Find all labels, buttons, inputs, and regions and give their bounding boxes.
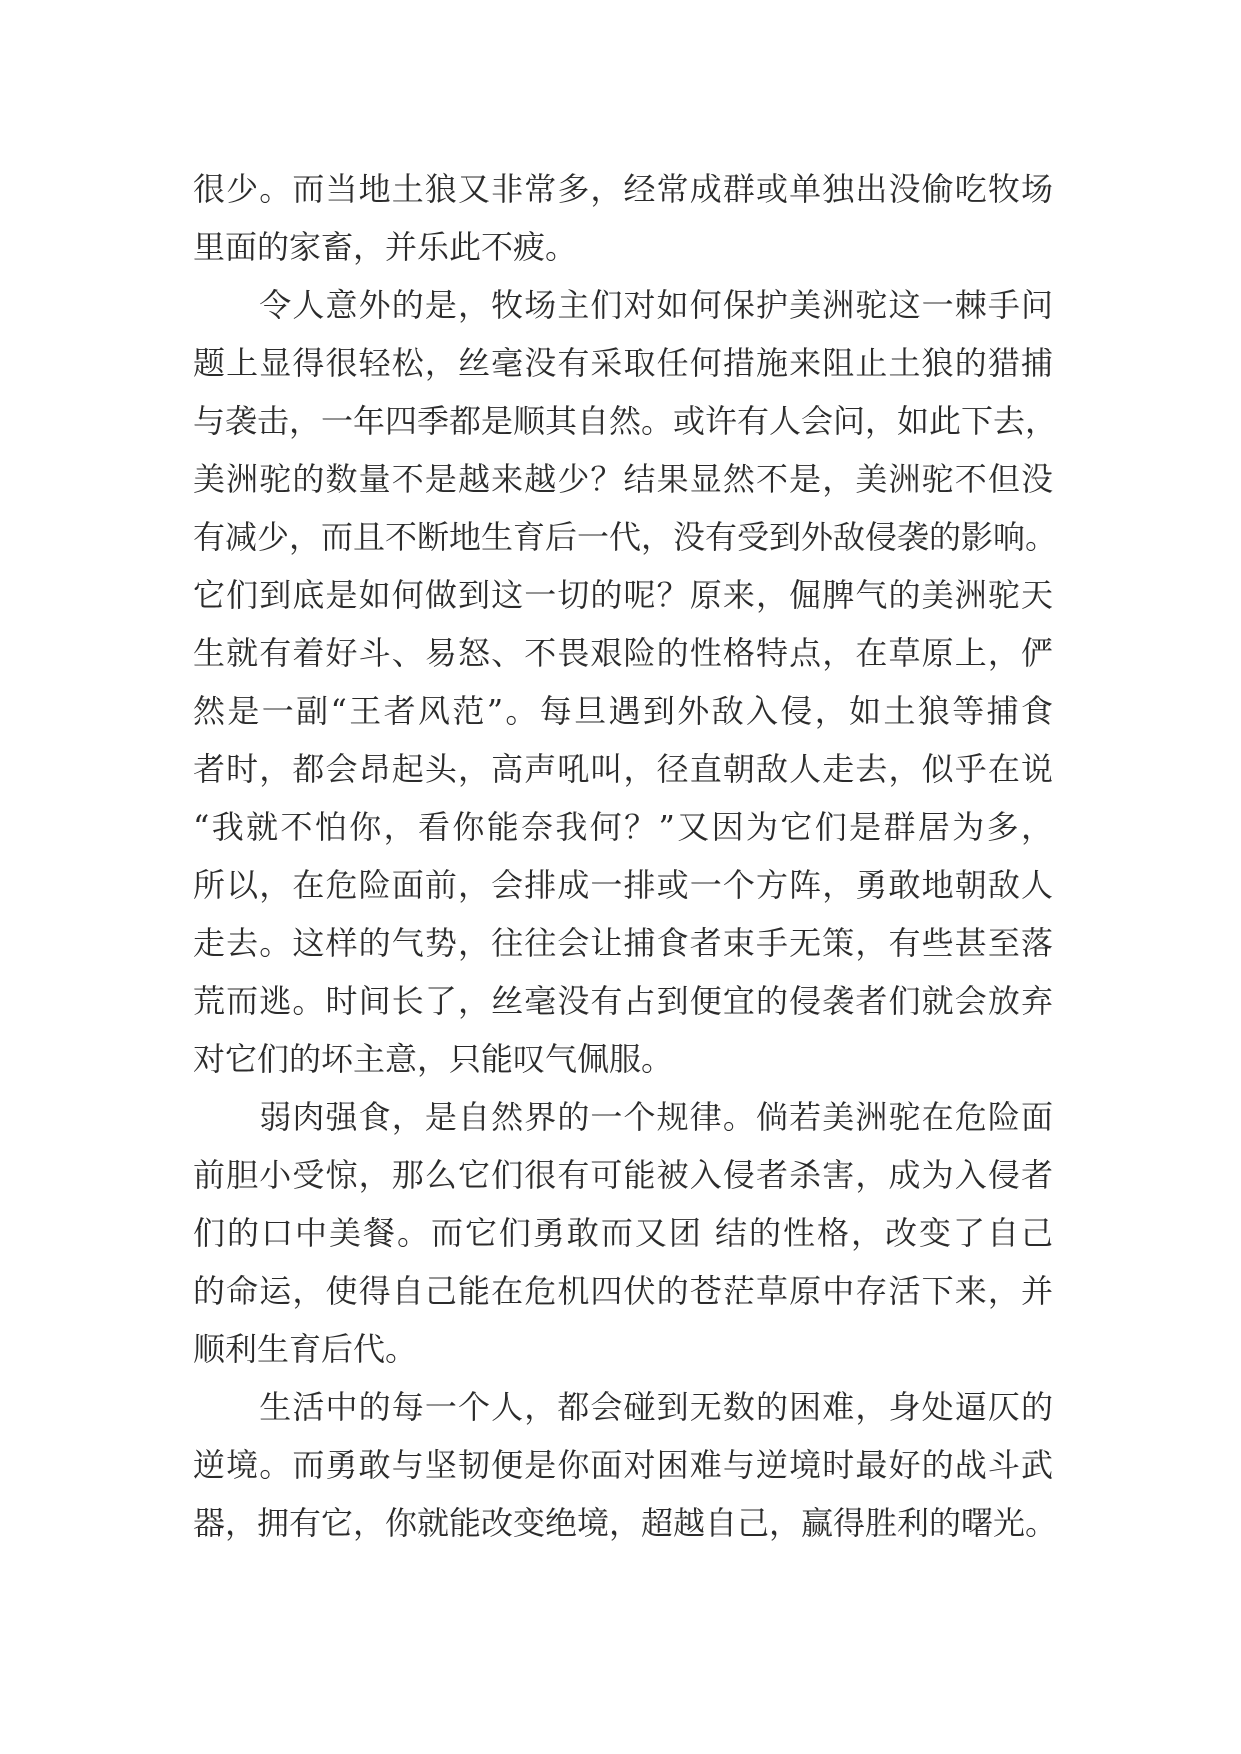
text-line: 顺利生育后代。 [193, 1330, 418, 1368]
text-line: 所以，在危险面前，会排成一排或一个方阵，勇敢地朝敌人 [193, 866, 1053, 904]
text-line: 然是一副“王者风范”。每旦遇到外敌入侵，如土狼等捕食 [193, 692, 1053, 730]
text-line: 美洲驼的数量不是越来越少？结果显然不是，美洲驼不但没 [193, 460, 1053, 498]
text-line: 者时，都会昂起头，高声吼叫，径直朝敌人走去，似乎在说 [193, 750, 1053, 788]
text-line: 与袭击，一年四季都是顺其自然。或许有人会问，如此下去， [193, 402, 1058, 440]
text-line: 有减少，而且不断地生育后一代，没有受到外敌侵袭的影响。 [193, 518, 1058, 556]
text-line: 走去。这样的气势，往往会让捕食者束手无策，有些甚至落 [193, 924, 1053, 962]
text-line: 题上显得很轻松，丝毫没有采取任何措施来阻止土狼的猎捕 [193, 344, 1053, 382]
text-line: 弱肉强食，是自然界的一个规律。倘若美洲驼在危险面 [193, 1098, 1053, 1136]
text-line: 令人意外的是，牧场主们对如何保护美洲驼这一棘手问 [193, 286, 1053, 324]
text-line: 对它们的坏主意，只能叹气佩服。 [193, 1040, 674, 1078]
document-body [193, 160, 1058, 1552]
text-line: 生就有着好斗、易怒、不畏艰险的性格特点，在草原上，俨 [193, 634, 1053, 672]
text-line: 生活中的每一个人，都会碰到无数的困难，身处逼仄的 [193, 1388, 1053, 1426]
text-line: 很少。而当地土狼又非常多，经常成群或单独出没偷吃牧场 [193, 170, 1053, 208]
text-line: 它们到底是如何做到这一切的呢？原来，倔脾气的美洲驼天 [193, 576, 1053, 614]
text-line: 们的口中美餐。而它们勇敢而又团 结的性格，改变了自己 [193, 1214, 1053, 1252]
text-line: 里面的家畜，并乐此不疲。 [193, 228, 578, 266]
text-line: 器，拥有它，你就能改变绝境，超越自己，赢得胜利的曙光。 [193, 1504, 1058, 1542]
text-line: 的命运，使得自己能在危机四伏的苍茫草原中存活下来，并 [193, 1272, 1053, 1310]
text-line: 前胆小受惊，那么它们很有可能被入侵者杀害，成为入侵者 [193, 1156, 1053, 1194]
text-line: 荒而逃。时间长了，丝毫没有占到便宜的侵袭者们就会放弃 [193, 982, 1053, 1020]
text-line: “我就不怕你，看你能奈我何？”又因为它们是群居为多， [193, 808, 1053, 846]
text-line: 逆境。而勇敢与坚韧便是你面对困难与逆境时最好的战斗武 [193, 1446, 1053, 1484]
